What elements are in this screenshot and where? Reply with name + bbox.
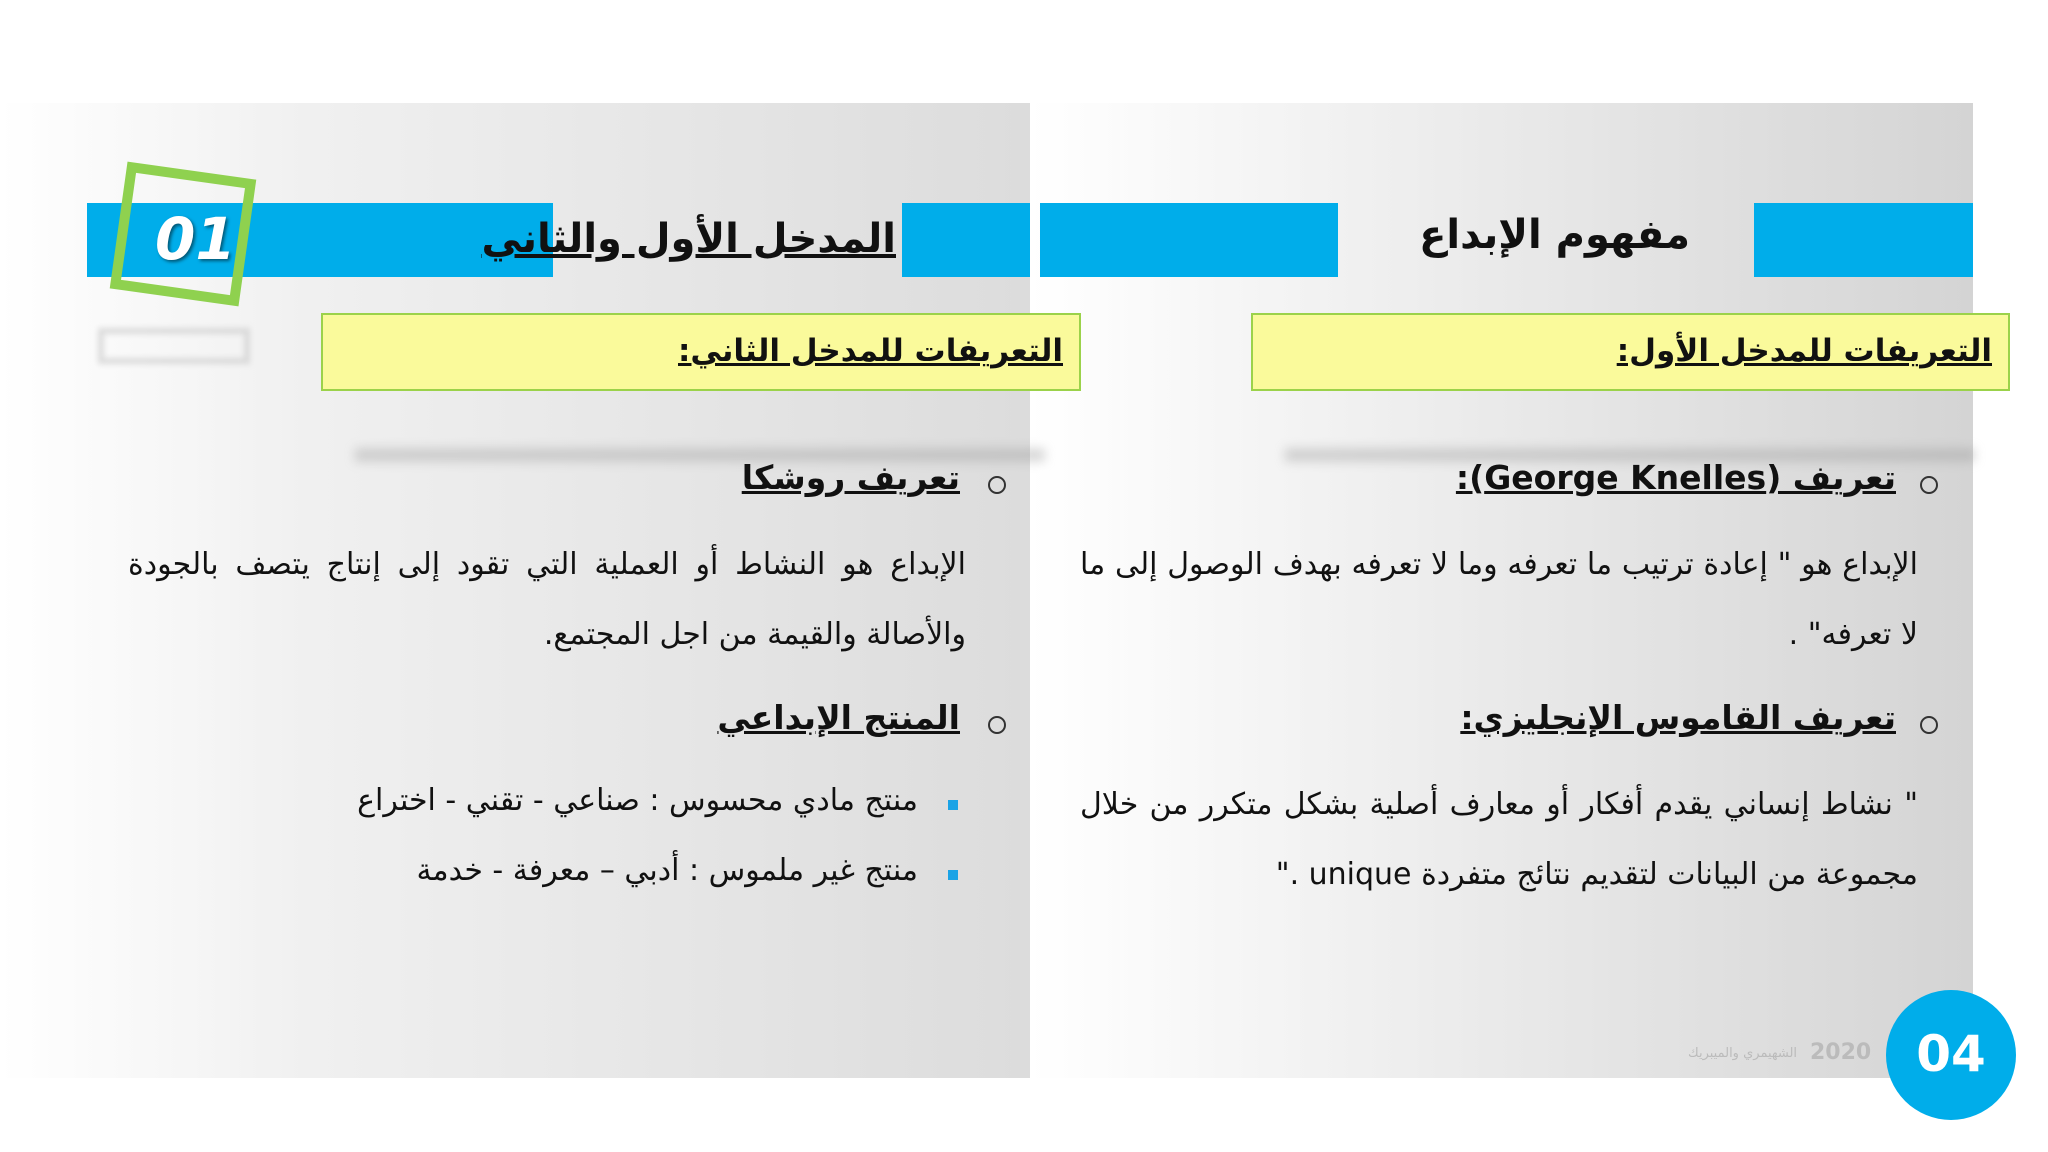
page-number: 04 [1916,1025,1986,1083]
title-bar-right-1 [1040,203,1338,277]
list-item: منتج مادي محسوس : صناعي - تقني - اختراع [357,783,918,818]
footer-credit: الشهيمري والميبريك [1688,1046,1798,1061]
title-bar-right-2 [1754,203,1973,277]
list-item: منتج غير ملموس : أدبي – معرفة - خدمة [416,853,918,888]
right-banner [1251,313,2010,391]
left-heading-roshka: تعريف روشكا [741,458,960,497]
bullet-circle [988,716,1006,734]
right-heading-dictionary: تعريف القاموس الإنجليزي: [1460,698,1896,737]
badge-reflection [98,328,250,364]
footer-year: 2020 [1810,1040,1872,1065]
right-title: مفهوم الإبداع [1419,212,1690,258]
right-banner-text: التعريفات للمدخل الأول: [1616,333,1992,369]
bullet-square [948,870,958,880]
right-paragraph-1: الإبداع هو " إعادة ترتيب ما تعرفه وما لا تعرفه بهدف الوصول إلى ما لا تعرفه" . [1080,547,1918,652]
left-title: المدخل الأول والثاني [481,216,896,262]
bullet-circle [1920,716,1938,734]
right-heading-knelles: تعريف (George Knelles): [1455,458,1896,497]
right-paragraph-2: " نشاط إنساني يقدم أفكار أو معارف أصلية بشكل متكرر من خلال مجموعة من البيانات لتقديم نتائج متفردة unique ." [1080,787,1918,892]
left-paragraph-1: الإبداع هو النشاط أو العملية التي تقود إلى إنتاج يتصف بالجودة والأصالة والقيمة من اجل المجتمع. [128,547,966,652]
bullet-circle [988,476,1006,494]
left-banner [321,313,1081,391]
left-heading-product: المنتج الإبداعي [717,698,960,737]
title-bar-left-2 [902,203,1030,277]
section-number-badge: 01 [155,205,236,273]
left-banner-text: التعريفات للمدخل الثاني: [678,333,1063,369]
bullet-circle [1920,476,1938,494]
bullet-square [948,800,958,810]
